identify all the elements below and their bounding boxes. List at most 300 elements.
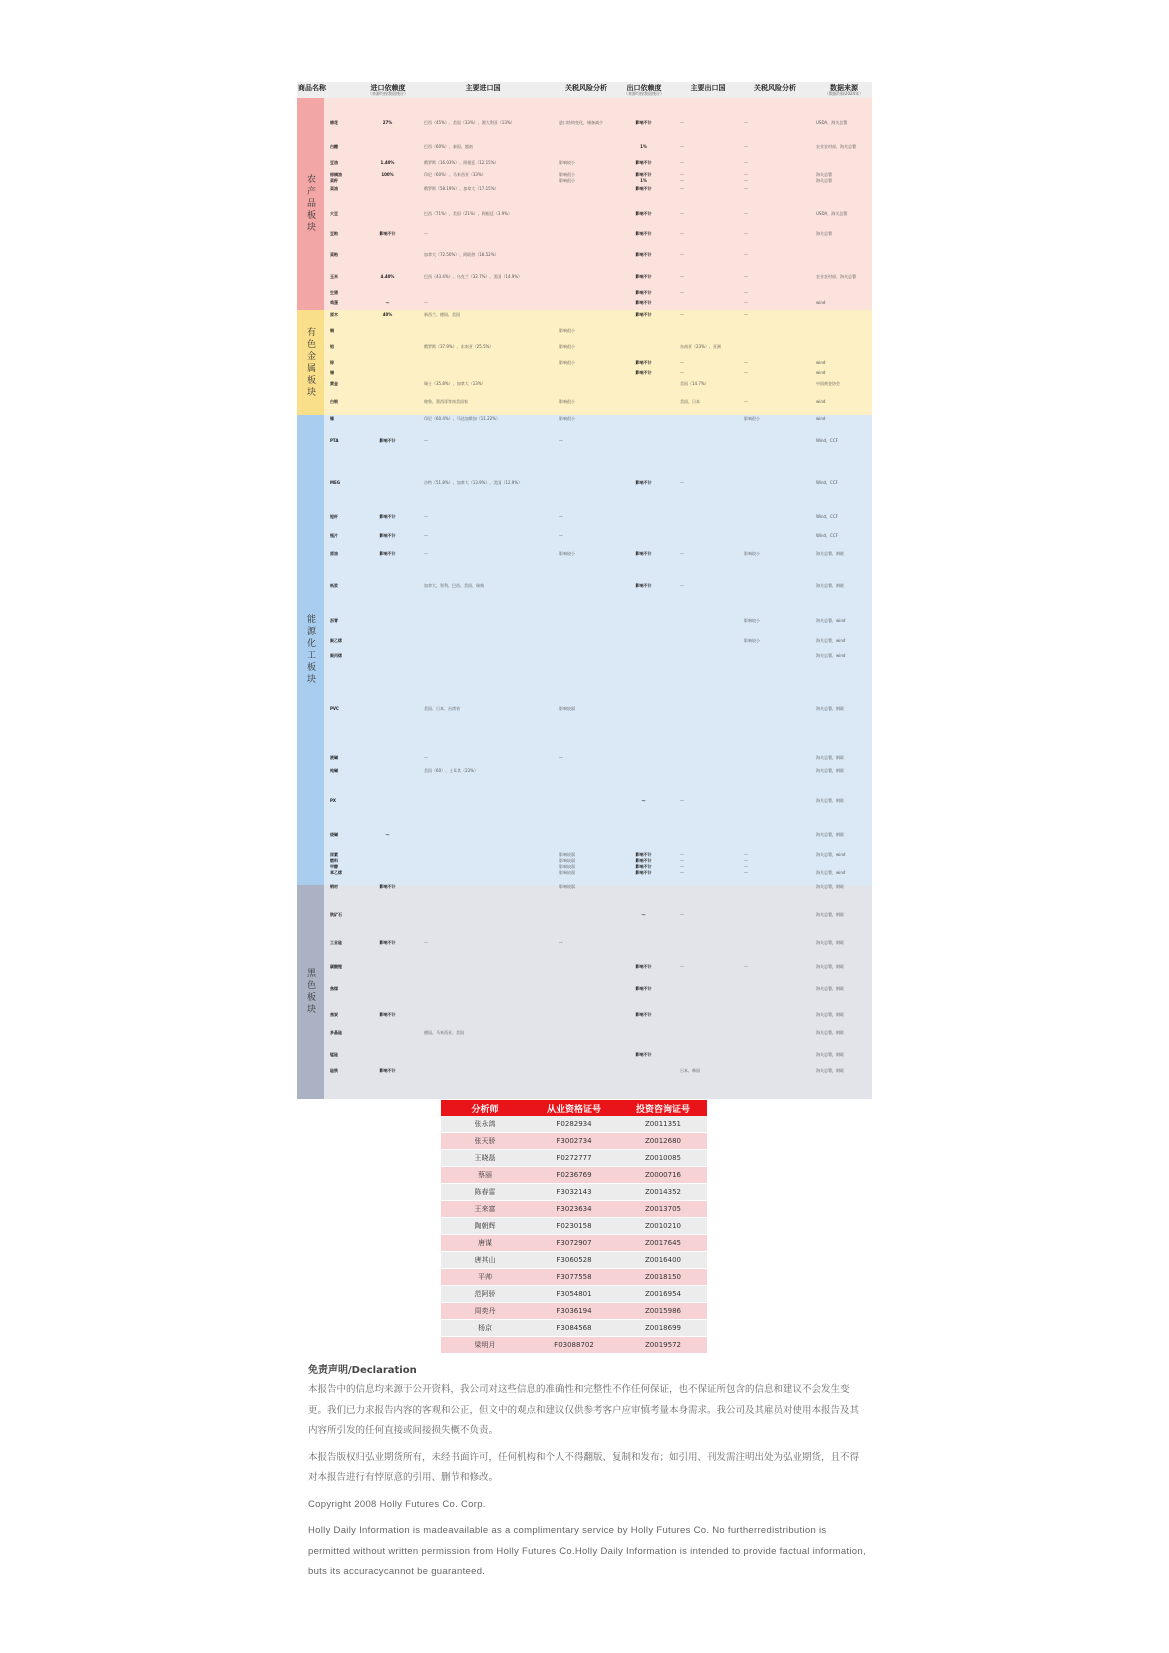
- export-tariff-risk: —: [744, 964, 748, 969]
- data-source: wind: [816, 370, 826, 375]
- commodity-name: 棉花: [330, 120, 338, 125]
- sector-label-nonferrous: 有色金属板块: [297, 310, 324, 415]
- export-tariff-risk: —: [744, 858, 748, 863]
- analyst-table-header: [441, 1100, 707, 1116]
- export-tariff-risk: —: [744, 120, 748, 125]
- data-source: 海关总署: [816, 231, 832, 236]
- analyst-name: 梁明月: [474, 1341, 496, 1349]
- export-dependency: 影响不计: [635, 964, 652, 969]
- table-row: [297, 416, 872, 421]
- commodity-name: 大豆: [330, 211, 338, 216]
- analyst-name: 王晓磊: [474, 1154, 496, 1162]
- export-dependency: 影响不计: [635, 370, 652, 375]
- analyst-row: [441, 1235, 707, 1252]
- analyst-name: 周奕丹: [474, 1307, 496, 1315]
- commodity-name: 短纤: [330, 514, 338, 519]
- import-source: 美国、日本、台湾省: [424, 706, 460, 711]
- commodity-name: 锌: [330, 360, 334, 365]
- data-source: wind: [816, 360, 826, 365]
- export-destination: —: [680, 583, 684, 588]
- export-tariff-risk: —: [744, 870, 748, 875]
- commodity-name: 原油: [330, 551, 338, 556]
- commodity-name: 白银: [330, 399, 338, 404]
- import-source: 巴西（45%）、美国（33%）、澳大利亚（13%）: [424, 120, 515, 125]
- sector-band-black: [297, 885, 872, 1099]
- header-export-dep: 出口依赖度: [626, 84, 662, 92]
- data-source: 海关总署，钢联: [816, 832, 844, 837]
- disclaimer-paragraph-1: 本报告中的信息均来源于公开资料，我公司对这些信息的准确性和完整性不作任何保证，也不保证所包含的信息和建议不会发生变更。我们已力求报告内容的客观和公正，但文中的观点和建议仅供参考客户应审慎考量本身需求。我公司及其雇员对使用本报告及其内容所引发的任何直接或间接损失概不负责。: [308, 1384, 860, 1436]
- commodity-name: 硅铁: [330, 1068, 338, 1073]
- import-dependency: 影响不计: [379, 438, 396, 443]
- table-row: [297, 252, 872, 257]
- header-import-dep: 进口依赖度: [370, 84, 406, 92]
- import-source: 美国（60）、土耳其（23%）: [424, 768, 478, 773]
- tariff-risk: 影响较弱: [559, 884, 575, 889]
- data-source: Wind，CCF: [816, 533, 838, 538]
- import-source: 瑞士（35.8%）、加拿大（13%）: [424, 381, 486, 386]
- analyst-consult-no: Z0012680: [645, 1137, 681, 1145]
- tariff-risk: 影响很小: [559, 360, 575, 365]
- analyst-consult-no: Z0013705: [645, 1205, 681, 1213]
- analyst-consult-no: Z0014352: [645, 1188, 681, 1196]
- data-source: 海关总署，wind: [816, 618, 846, 623]
- export-destination: —: [680, 360, 684, 365]
- analyst-row: [441, 1320, 707, 1337]
- table-row: [297, 912, 872, 917]
- data-source: 海关总署: [816, 172, 832, 177]
- table-row: [297, 618, 872, 623]
- import-dependency: 影响不计: [379, 514, 396, 519]
- table-header: [297, 82, 872, 99]
- commodity-name: 聚乙烯: [330, 638, 342, 643]
- export-dependency: 1%: [640, 144, 647, 149]
- import-dependency: —: [385, 832, 390, 837]
- analyst-consult-no: Z0011351: [645, 1120, 681, 1128]
- commodity-name: 生猪: [330, 290, 338, 295]
- export-dependency: 影响不计: [635, 252, 652, 257]
- export-tariff-risk: 影响较小: [744, 551, 760, 556]
- commodity-name: 鸡蛋: [330, 300, 338, 305]
- export-destination: —: [680, 231, 684, 236]
- sector-label-black: 黑色板块: [297, 885, 324, 1099]
- data-source: USDA，海关总署: [816, 211, 848, 216]
- disclaimer-copyright: Copyright 2008 Holly Futures Co. Corp.: [308, 1498, 486, 1510]
- analyst-rows: [441, 1116, 707, 1354]
- export-destination: —: [680, 858, 684, 863]
- data-source: 海关总署，钢联: [816, 912, 844, 917]
- analyst-row: [441, 1286, 707, 1303]
- export-tariff-risk: —: [744, 211, 748, 216]
- commodity-name: 焦煤: [330, 986, 338, 991]
- import-dependency: 4.40%: [380, 274, 395, 279]
- import-dependency: 影响不计: [379, 884, 396, 889]
- import-source: 巴西（60%）、泰国、越南: [424, 144, 473, 149]
- commodity-name: 沥青: [330, 618, 338, 623]
- tariff-risk: 影响很小: [559, 172, 575, 177]
- data-source: 农业农村部，海关总署: [816, 274, 856, 279]
- import-dependency: 100%: [381, 172, 394, 177]
- export-dependency: 影响不计: [635, 1012, 652, 1017]
- export-destination: —: [680, 160, 684, 165]
- commodity-name: 菜粕: [330, 252, 338, 257]
- disclaimer-english: Holly Daily Information is madeavailable as a complimentary service by Holly Futures Co. No furtherredistribution is permitted without written permission from Holly Futures Co.Holly Daily Information is intended to provide factual information, buts its accuracycannot be guaranteed.: [308, 1525, 866, 1577]
- import-dependency: 影响不计: [379, 551, 396, 556]
- export-destination: 美国（14.7%）: [680, 381, 709, 386]
- data-source: 海关总署，钢联: [816, 706, 844, 711]
- tariff-risk: 影响很小: [559, 344, 575, 349]
- export-destination: —: [680, 144, 684, 149]
- analyst-col-consult: 投资咨询证号: [635, 1104, 690, 1115]
- data-source: 海关总署，钢联: [816, 940, 844, 945]
- commodity-name: 镍: [330, 416, 334, 421]
- commodity-name: 白糖: [330, 144, 338, 149]
- import-source: 新西兰、德国、美国: [424, 312, 460, 317]
- export-dependency: 影响不计: [635, 864, 652, 869]
- export-tariff-risk: —: [744, 852, 748, 857]
- commodity-name: 瓶片: [330, 533, 338, 538]
- analyst-table: [441, 1100, 707, 1354]
- export-destination: —: [680, 551, 684, 556]
- import-dependency: 1.40%: [380, 160, 395, 165]
- analyst-name: 唐谋: [478, 1239, 492, 1247]
- analyst-row: [441, 1337, 707, 1354]
- header-import-dep-sub: （来源均按我国统计）: [368, 91, 408, 96]
- table-row: [297, 344, 872, 349]
- commodity-name: 纸浆: [330, 583, 338, 588]
- export-dependency: —: [641, 798, 646, 803]
- data-source: wind: [816, 300, 826, 305]
- tariff-risk: —: [559, 755, 563, 760]
- disclaimer: [308, 1361, 868, 1589]
- export-dependency: 影响不计: [635, 551, 652, 556]
- commodity-name: 黄金: [330, 381, 338, 386]
- tariff-risk: 影响很小: [559, 328, 575, 333]
- export-tariff-risk: —: [744, 312, 748, 317]
- export-dependency: 影响不计: [635, 858, 652, 863]
- table-row: [297, 755, 872, 760]
- commodity-name: 液碱: [330, 755, 338, 760]
- import-source: 巴西（71%）、美国（21%）、阿根廷（3.9%）: [424, 211, 512, 216]
- export-destination: —: [680, 290, 684, 295]
- table-row: [297, 290, 872, 295]
- data-source: 海关总署，钢联: [816, 986, 844, 991]
- export-dependency: 影响不计: [635, 852, 652, 857]
- analyst-row: [441, 1269, 707, 1286]
- disclaimer-paragraph-2: 本报告版权归弘业期货所有，未经书面许可，任何机构和个人不得翻版、复制和发布；如引用、刊发需注明出处为弘业期货，且不得对本报告进行有悖原意的引用、删节和修改。: [308, 1451, 860, 1483]
- table-row: [297, 653, 872, 658]
- export-tariff-risk: —: [744, 178, 748, 183]
- export-dependency: 1%: [640, 178, 647, 183]
- commodity-name: 铜: [330, 328, 334, 333]
- header-export-risk: 关税风险分析: [754, 84, 796, 92]
- analyst-name: 陈春雷: [474, 1188, 496, 1196]
- export-destination: —: [680, 480, 684, 485]
- export-dependency: 影响不计: [635, 870, 652, 875]
- table-row: [297, 638, 872, 643]
- data-source: 海关总署，钢联: [816, 798, 844, 803]
- data-source: 海关总署，钢联: [816, 1052, 844, 1057]
- table-row: [297, 533, 872, 538]
- header-import-src: 主要进口国: [465, 84, 501, 92]
- export-tariff-risk: —: [744, 274, 748, 279]
- import-source: 印尼（60.4%）、马达加斯加（11.22%）: [424, 416, 500, 421]
- table-row: [297, 438, 872, 443]
- commodity-name: 烧碱: [330, 832, 338, 837]
- import-source: 加拿大（72.50%）、阿联酋（18.52%）: [424, 252, 499, 257]
- export-tariff-risk: —: [744, 360, 748, 365]
- export-tariff-risk: —: [744, 172, 748, 177]
- commodity-name: 铁矿石: [330, 912, 342, 917]
- table-row: [297, 370, 872, 375]
- table-row: [297, 864, 872, 869]
- commodity-name: 菜籽: [330, 178, 338, 183]
- tariff-risk: —: [559, 514, 563, 519]
- import-source: —: [424, 231, 428, 236]
- table-row: [297, 798, 872, 803]
- analyst-qualification-no: F3054801: [556, 1290, 592, 1298]
- table-row: [297, 986, 872, 991]
- analyst-row: [441, 1218, 707, 1235]
- analyst-consult-no: Z0015986: [645, 1307, 681, 1315]
- analyst-qualification-no: F0272777: [556, 1154, 592, 1162]
- data-source: 海关总署，钢联: [816, 768, 844, 773]
- table-row: [297, 852, 872, 857]
- analyst-consult-no: Z0019572: [645, 1341, 681, 1349]
- analyst-name: 范阿骄: [474, 1290, 496, 1298]
- header-export-dep-sub: （来源均按我国统计）: [624, 91, 664, 96]
- import-source: 德国、马来西亚、美国: [424, 1030, 464, 1035]
- table-row: [297, 768, 872, 773]
- import-dependency: 40%: [382, 312, 393, 317]
- data-source: Wind，CCF: [816, 514, 838, 519]
- data-source: Wind，CCF: [816, 480, 838, 485]
- export-dependency: 影响不计: [635, 986, 652, 991]
- table-row: [297, 300, 872, 305]
- analyst-row: [441, 1150, 707, 1167]
- table-row: [297, 964, 872, 969]
- data-source: 海关总署，钢联: [816, 1068, 844, 1073]
- export-destination: —: [680, 870, 684, 875]
- commodity-name: 豆油: [330, 160, 338, 165]
- export-destination: —: [680, 120, 684, 125]
- table-row: [297, 312, 872, 317]
- commodity-name: 钢材: [330, 884, 338, 889]
- table-row: [297, 381, 872, 386]
- table-row: [297, 1030, 872, 1035]
- export-destination: 东南亚（23%）、亚洲: [680, 344, 721, 349]
- data-source: 海关总署，wind: [816, 870, 846, 875]
- sector-label-energy: 能源化工板块: [297, 415, 324, 885]
- table-row: [297, 706, 872, 711]
- export-dependency: 影响不计: [635, 274, 652, 279]
- sector-label-agri: 农产品板块: [297, 98, 324, 310]
- analyst-consult-no: Z0018699: [645, 1324, 681, 1332]
- analyst-row: [441, 1184, 707, 1201]
- tariff-risk: —: [559, 438, 563, 443]
- export-dependency: 影响不计: [635, 1052, 652, 1057]
- table-row: [297, 160, 872, 165]
- export-destination: —: [680, 172, 684, 177]
- data-source: 海关总署，wind: [816, 852, 846, 857]
- export-destination: —: [680, 912, 684, 917]
- header-export-dst: 主要出口国: [690, 84, 726, 92]
- export-tariff-risk: 影响较小: [744, 618, 760, 623]
- analyst-qualification-no: F3060528: [556, 1256, 592, 1264]
- analyst-name: 蔡丽: [478, 1171, 492, 1179]
- import-source: —: [424, 533, 428, 538]
- data-source: 海关总署，钢联: [816, 755, 844, 760]
- export-destination: —: [680, 211, 684, 216]
- export-tariff-risk: —: [744, 160, 748, 165]
- table-row: [297, 551, 872, 556]
- table-row: [297, 399, 872, 404]
- export-dependency: 影响不计: [635, 300, 652, 305]
- analyst-col-name: 分析师: [471, 1104, 499, 1115]
- analyst-consult-no: Z0018150: [645, 1273, 681, 1281]
- table-row: [297, 211, 872, 216]
- import-dependency: —: [385, 300, 390, 305]
- table-row: [297, 480, 872, 485]
- import-source: —: [424, 514, 428, 519]
- table-row: [297, 360, 872, 365]
- data-source: Wind，CCF: [816, 438, 838, 443]
- table-row: [297, 274, 872, 279]
- tariff-risk: 影响较小: [559, 160, 575, 165]
- export-destination: —: [680, 798, 684, 803]
- import-source: 俄罗斯（16.03%）、阿根廷（12.15%）: [424, 160, 499, 165]
- import-source: 俄罗斯（58.19%）、加拿大（17.15%）: [424, 186, 499, 191]
- export-dependency: 影响不计: [635, 120, 652, 125]
- analyst-row: [441, 1167, 707, 1184]
- header-data-src: 数据来源: [830, 84, 858, 92]
- tariff-risk: 影响较弱: [559, 858, 575, 863]
- data-source: wind: [816, 416, 826, 421]
- commodity-name: 聚丙烯: [330, 653, 342, 658]
- table-row: [297, 1012, 872, 1017]
- export-dependency: 影响不计: [635, 583, 652, 588]
- export-dependency: 影响不计: [635, 480, 652, 485]
- data-source: 海关总署，wind: [816, 653, 846, 658]
- analyst-qualification-no: F3036194: [556, 1307, 592, 1315]
- import-source: —: [424, 755, 428, 760]
- data-source: 农业农村部，海关总署: [816, 144, 856, 149]
- analyst-consult-no: Z0017645: [645, 1239, 681, 1247]
- tariff-risk: —: [559, 533, 563, 538]
- analyst-col-qualification: 从业资格证号: [546, 1104, 601, 1115]
- export-destination: —: [680, 864, 684, 869]
- import-source: 巴西（43.4%）、乌克兰（32.7%）、美国（14.9%）: [424, 274, 523, 279]
- data-source: 海关总署，钢联: [816, 1012, 844, 1017]
- table-row: [297, 583, 872, 588]
- data-source: 海关总署，钢联: [816, 583, 844, 588]
- commodity-name: PTA: [330, 438, 339, 443]
- data-source: 海关总署，钢联: [816, 884, 844, 889]
- data-source: 中国黄金协会: [816, 381, 840, 386]
- commodity-name: 尿素: [330, 852, 338, 857]
- analyst-name: 王来富: [474, 1205, 496, 1213]
- export-destination: —: [680, 312, 684, 317]
- analyst-qualification-no: F0236769: [556, 1171, 592, 1179]
- table-row: [297, 120, 872, 125]
- table-row: [297, 172, 872, 177]
- commodity-name: 苯乙烯: [330, 870, 342, 875]
- import-source: 加拿大、智利、巴西、美国、瑞典: [424, 583, 484, 588]
- analyst-qualification-no: F0230158: [556, 1222, 592, 1230]
- export-dependency: 影响不计: [635, 290, 652, 295]
- commodity-name: 锡: [330, 370, 334, 375]
- table-row: [297, 940, 872, 945]
- export-destination: —: [680, 274, 684, 279]
- analyst-row: [441, 1133, 707, 1150]
- analyst-qualification-no: F3072907: [556, 1239, 592, 1247]
- export-tariff-risk: —: [744, 252, 748, 257]
- table-row: [297, 858, 872, 863]
- import-dependency: 影响不计: [379, 1068, 396, 1073]
- header-tariff-risk: 关税风险分析: [565, 84, 607, 92]
- analyst-qualification-no: F3032143: [556, 1188, 592, 1196]
- commodity-name: 多晶硅: [330, 1030, 342, 1035]
- export-dependency: 影响不计: [635, 172, 652, 177]
- table-row: [297, 144, 872, 149]
- tariff-risk: 影响很小: [559, 178, 575, 183]
- table-row: [297, 1052, 872, 1057]
- analyst-qualification-no: F3084568: [556, 1324, 592, 1332]
- import-dependency: 影响不计: [379, 231, 396, 236]
- export-destination: —: [680, 964, 684, 969]
- table-row: [297, 884, 872, 889]
- import-source: 秘鲁、墨西哥等南美国家: [424, 399, 468, 404]
- export-tariff-risk: —: [744, 144, 748, 149]
- commodity-name: 工业硅: [330, 940, 342, 945]
- analyst-row: [441, 1201, 707, 1218]
- export-tariff-risk: —: [744, 300, 748, 305]
- commodity-name: PX: [330, 798, 337, 803]
- commodity-tariff-table: [297, 82, 872, 1099]
- tariff-risk: 进口结构变化，储备减少: [559, 120, 603, 125]
- export-tariff-risk: —: [744, 370, 748, 375]
- export-dependency: 影响不计: [635, 231, 652, 236]
- import-dependency: 影响不计: [379, 1012, 396, 1017]
- tariff-risk: 影响很小: [559, 399, 575, 404]
- tariff-risk: 影响很小: [559, 416, 575, 421]
- commodity-name: 甲醇: [330, 864, 338, 869]
- analyst-qualification-no: F3023634: [556, 1205, 592, 1213]
- disclaimer-title: 免责声明/Declaration: [308, 1365, 417, 1376]
- export-dependency: 影响不计: [635, 160, 652, 165]
- analyst-consult-no: Z0010085: [645, 1154, 681, 1162]
- analyst-qualification-no: F03088702: [554, 1341, 594, 1349]
- table-row: [297, 514, 872, 519]
- table-row: [297, 870, 872, 875]
- tariff-risk: 影响较弱: [559, 852, 575, 857]
- sector-band-energy: [297, 415, 872, 885]
- export-dependency: 影响不计: [635, 360, 652, 365]
- commodity-name: 玉米: [330, 274, 338, 279]
- data-source: 海关总署，钢联: [816, 1030, 844, 1035]
- table-row: [297, 832, 872, 837]
- export-dependency: 影响不计: [635, 312, 652, 317]
- commodity-name: 菜油: [330, 186, 338, 191]
- analyst-name: 张天骄: [474, 1137, 496, 1145]
- analyst-name: 唐其山: [474, 1256, 496, 1264]
- header-data-src-sub: （数据均按2024年）: [824, 91, 864, 96]
- export-dependency: 影响不计: [635, 186, 652, 191]
- commodity-name: 纯碱: [330, 768, 338, 773]
- commodity-name: PVC: [330, 706, 339, 711]
- analyst-name: 陶朝辉: [474, 1222, 496, 1230]
- import-source: 俄罗斯（37.9%）、东南亚（25.5%）: [424, 344, 494, 349]
- tariff-risk: 影响较小: [559, 551, 575, 556]
